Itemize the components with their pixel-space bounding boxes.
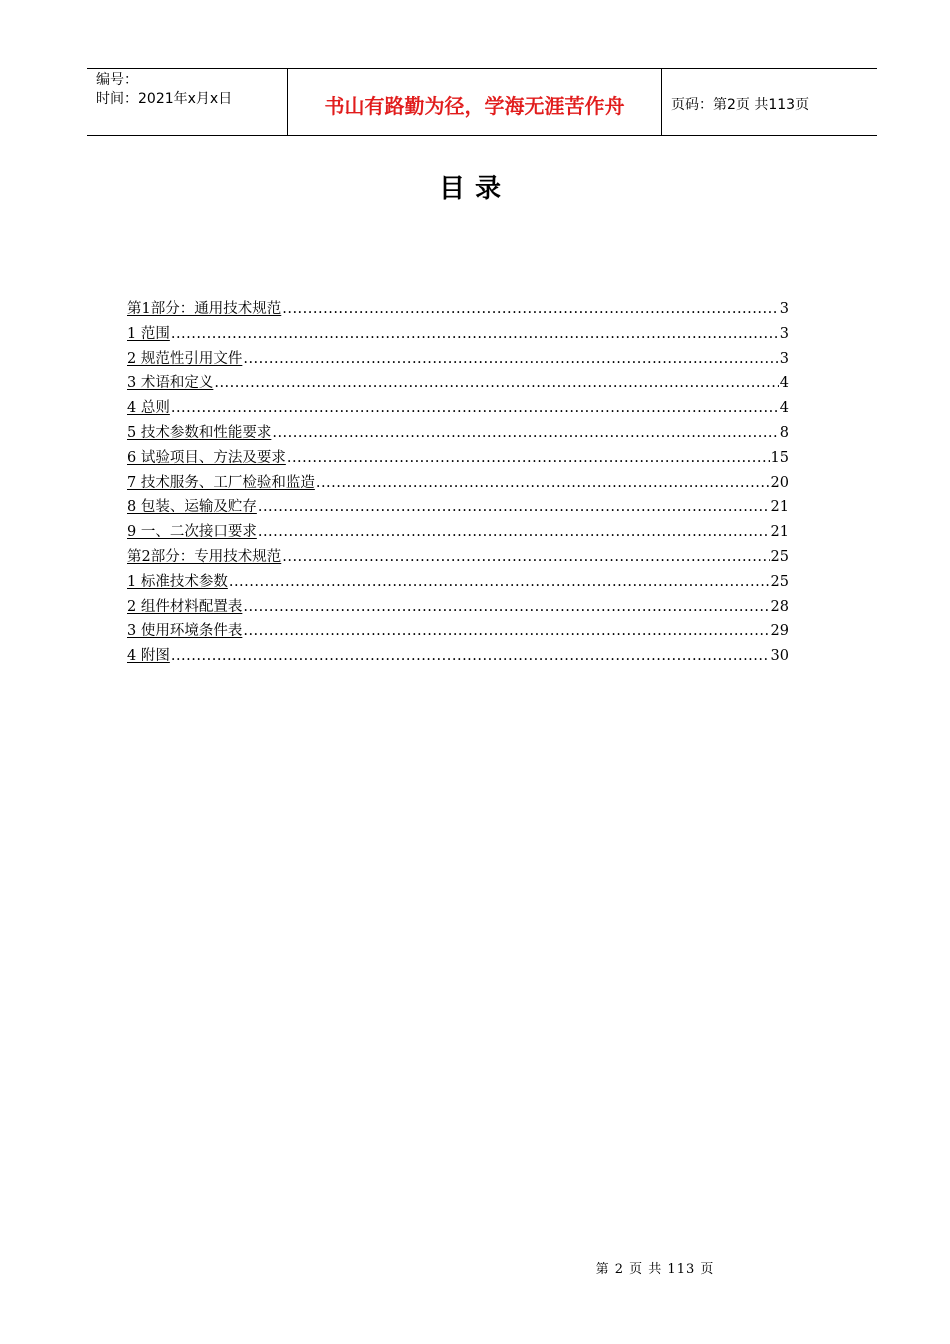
toc-entry[interactable] (127, 495, 789, 520)
toc-entry[interactable] (127, 347, 789, 372)
toc-entry-page: 28 (770, 598, 789, 615)
toc-entry-label[interactable]: 1 范围 (127, 325, 170, 342)
table-of-contents (127, 297, 789, 669)
toc-entry-page: 3 (779, 350, 789, 367)
toc-entry-label[interactable]: 2 规范性引用文件 (127, 350, 243, 367)
toc-entry-label[interactable]: 1 标准技术参数 (127, 573, 228, 590)
toc-entry[interactable] (127, 570, 789, 595)
toc-entry-label[interactable]: 9 一、二次接口要求 (127, 524, 257, 541)
toc-entry-page: 25 (770, 548, 789, 565)
toc-entry-page: 3 (779, 325, 789, 342)
toc-entry-page: 20 (770, 474, 789, 491)
header-page-info: 页码：第2页 共113页 (671, 97, 810, 113)
time-label: 时间：2021年x月x日 (96, 91, 233, 107)
toc-dot-leader (243, 623, 769, 639)
toc-entry-page: 30 (770, 648, 789, 665)
toc-dot-leader (243, 599, 769, 615)
toc-entry[interactable] (127, 297, 789, 322)
page-header (87, 68, 877, 136)
toc-dot-leader (243, 351, 778, 367)
toc-entry-label[interactable]: 8 包装、运输及贮存 (127, 499, 257, 516)
toc-entry-label[interactable]: 4 总则 (127, 400, 170, 417)
toc-entry-page: 29 (770, 623, 789, 640)
toc-dot-leader (258, 524, 770, 540)
toc-entry[interactable] (127, 421, 789, 446)
toc-entry-label[interactable]: 2 组件材料配置表 (127, 598, 243, 615)
toc-entry[interactable] (127, 446, 789, 471)
toc-entry-page: 3 (779, 301, 789, 317)
toc-dot-leader (171, 326, 779, 342)
toc-entry-page: 4 (779, 400, 789, 417)
toc-dot-leader (282, 301, 779, 317)
number-label: 编号： (96, 72, 138, 88)
toc-entry[interactable] (127, 619, 789, 644)
toc-entry-page: 21 (770, 499, 789, 516)
page-title: 目录 (438, 174, 511, 204)
toc-entry[interactable] (127, 322, 789, 347)
toc-entry-label[interactable]: 7 技术服务、工厂检验和监造 (127, 474, 315, 491)
toc-entry[interactable] (127, 595, 789, 620)
toc-entry-label[interactable]: 5 技术参数和性能要求 (127, 424, 272, 441)
toc-dot-leader (171, 400, 779, 416)
toc-entry[interactable] (127, 471, 789, 496)
toc-entry[interactable] (127, 545, 789, 570)
page-footer: 第 2 页 共 113 页 (595, 1262, 715, 1277)
toc-entry[interactable] (127, 371, 789, 396)
header-meta (87, 69, 288, 135)
toc-entry[interactable] (127, 520, 789, 545)
toc-entry-page: 15 (770, 449, 789, 466)
toc-entry-label[interactable]: 第2部分：专用技术规范 (127, 548, 282, 565)
toc-entry-page: 8 (779, 424, 789, 441)
toc-dot-leader (258, 499, 770, 515)
toc-dot-leader (272, 425, 778, 441)
toc-entry[interactable] (127, 644, 789, 669)
toc-entry-page: 21 (770, 524, 789, 541)
toc-entry[interactable] (127, 396, 789, 421)
toc-entry-label[interactable]: 4 附图 (127, 648, 170, 665)
toc-entry-label[interactable]: 3 术语和定义 (127, 375, 214, 392)
toc-entry-page: 4 (779, 375, 789, 392)
toc-entry-label[interactable]: 3 使用环境条件表 (127, 623, 243, 640)
toc-dot-leader (282, 549, 769, 565)
toc-dot-leader (316, 475, 770, 491)
toc-entry-page: 25 (770, 573, 789, 590)
toc-dot-leader (214, 375, 778, 391)
toc-entry-label[interactable]: 第1部分：通用技术规范 (127, 301, 282, 317)
header-motto: 书山有路勤为径，学海无涯苦作舟 (288, 69, 662, 135)
toc-dot-leader (229, 574, 770, 590)
toc-dot-leader (171, 648, 770, 664)
toc-dot-leader (287, 450, 770, 466)
toc-entry-label[interactable]: 6 试验项目、方法及要求 (127, 449, 286, 466)
